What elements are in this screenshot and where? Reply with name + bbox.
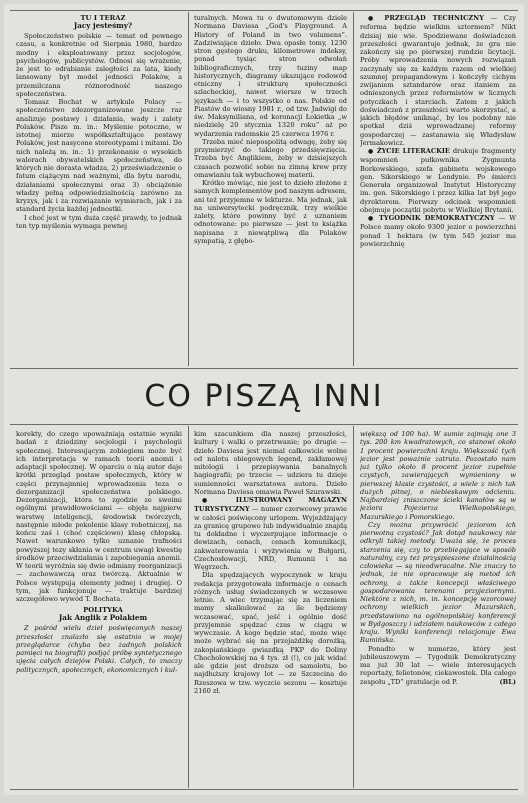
item-heading: ŻYCIE LITERACKIE xyxy=(376,147,450,155)
top-right-divider xyxy=(353,12,354,366)
item-heading: TYGODNIK DEMOKRATYCZNY xyxy=(379,214,495,222)
paragraph: turalnych. Mowa tu o dwutomowym dziele Normana Daviesa „God's Playground. A History of Poland in two volumens”. Zadziwiające dzieło. Dwa opasłe tomy, 1230 stron gęstego druku, kilometrowe indeksy, ponad tysiąc stron odwołań bibliograficznych, trzy tuziny map historycznych, diagramy ukazujące rodowód etniczny i strukturę społeczności szlacheckiej, nawet wiersze w trzech językach — i to wszystko o nas. Polskie od Piastów do wiosny 1981 r., od tzw. Jadwigi do św. Maksymiliana, od koronacji Łokietka „w niedzielę 20 stycznia 1320 roku” aż po wydarzenia radomskie 25 czerwca 1976 r. xyxy=(194,14,347,138)
section-heading: POLITYKA xyxy=(83,606,123,615)
bottom-border xyxy=(10,789,518,790)
paragraph: Społeczeństwo polskie — temat od pewnego czasu, a konkretnie od Sierpnia 1980, bardzo modny i eksploatowany przez socjologów, psychologów, publicystów. Odnosi się wrażenie, że jest to odrabianie zaległości za lata, kiedy lansowany był model jedności Polaków, a przemilczana różnorodność naszego społeczeństwa. xyxy=(16,32,182,98)
paragraph: Krótko mówiąc, nie jest to dzieło złożone z samych komplementów pod naszym adresem, ani też przyjemne w lekturze. Ma jednak, jak na uniwersytecki podręcznik, trzy wielkie zalety, które powinny być z uznaniem odnotowane: po pierwsze — jest to książka napisana z niewątpliwą dla Polaków sympatią, z głębo- xyxy=(194,179,347,245)
top-border xyxy=(10,10,518,11)
paragraph: Tomasz Bochat w artykule Polacy — społeczeństwo zdezorganizowane jeszcze raz analizuje postawy i działania, wady i zalety Polaków. Pisze m. in.: Myślenie potoczne, w istotnej mierze współkształtujące postawy Polaków, jest nasycone stereotypami i mitami. Do nich należą m. in.: 1) przekonanie o wysokich walorach obywatelskich społeczeństwa, do których nie dorasta władza, 2) przeświadczenie o fatum ciążącym nad ważnymi, dla bytu narodu, działaniami społecznymi oraz 3) obciążenie władzy pełną odpowiedzialnością zarówno za kryzys, jak i za rozwiązanie wymiarach, jak i za standard życia każdej jednostki. xyxy=(16,98,182,214)
press-review-item xyxy=(360,214,516,248)
page-title: CO PISZĄ INNI xyxy=(144,379,384,414)
bullet-icon: ● xyxy=(368,215,376,222)
title-bottom-rule xyxy=(10,424,518,425)
press-review-item xyxy=(360,147,516,214)
item-heading: PRZEGLĄD TECHNICZNY xyxy=(384,14,484,22)
item-text: — numer czerwcowy prawie w całości poświęcony urlopom. Wyjeżdżający za granicę grupowo lub indywidualnie znajdą tu dokładne i wyczerpujące informacje o dewizach, cenach, cenach komunikacji, zakwaterowania i wyżywienia w Bułgarii, Czechosłowacji, NRD, Rumunii i na Węgrzech. xyxy=(194,505,347,571)
press-review-item xyxy=(360,14,516,147)
paragraph: korekty, do czego upoważniają ostatnie wyniki badań z dziedziny socjologii i psychologii społecznej. Interesującym zobiegiem może być ich interpretacja w ramach teorii anomii i adaptacji społecznej. W oparciu o nią autor daje krótki przegląd postaw społecznych, który w części przynajmniej wprowadzenia teza o dezorganizacji społeczeństwa polskiego. Dezorganizacji, która to zgodzie ze swoimi ogólnymi prawidłowościami — objęła najpierw warstwę inteligencji, środowisk twórczych, następnie młode pokolenie klasy robotniczej, na końcu zaś i (choć częściowo) klasę chłopską. Nawet warunkowo tylko uznanie trafności powyższej tezy skłania w centrum uwagi kwestię środków przeciwdziałania i zapobiegania anomii. W teorii wyróżnia się dwie odmiany reorganizacji — zachowawczą oraz twórczą. Aktualnie w Polsce występują elementy jednej i drugiej. O tym, jak funkcjonuje — traktuje bardziej szczegółowo wywód T. Bochata. xyxy=(16,430,182,603)
column-bottom-left xyxy=(16,430,182,788)
bullet-icon: ● xyxy=(368,148,374,155)
column-bottom-right xyxy=(360,430,516,788)
item-text: — Czy reforma będzie wielkim sztormem? Nikt dzisiaj nie wie. Spodziewane doświadczeń przeszłości gwarantuje jednak, że gra nie zakończy się po pierwszej rundzie licytacji. Próby wprowadzenia nowych rozwiązań zaczynały się za każdym razem od wielkiej szumnej propagandowym i kończyły cichym zwijaniem sztandarów oraz itaniem za odnieszonych przez reformistów w licznych potyczkach i starciach. Zatem z jakich doświadczeń z przeszłości warto skorzystać, a jakich błędów uniknąć, by los podobny nie spotkał dziś wprowadzanej reformy gospodarczej — zastanawia się Władysław Jermakowicz. xyxy=(360,14,516,147)
column-top-middle xyxy=(194,14,347,366)
column-bottom-middle xyxy=(194,430,347,788)
paragraph: Z pośród wielu dzieł poświęconych naszej przeszłości znalazło się ostatnio w mojej przeglądarce (chyba bez żadnych polskich pamięci na biografii) podjąć próbę syntetycznego ujęcia całych dziejów Polski. Całych, to znaczy politycznych, społecznych, ekonomicznych i kul- xyxy=(16,624,182,674)
item-heading: ILUSTROWANY MAGAZYN TURYSTYCZNY xyxy=(194,496,347,514)
paragraph: Czy można przywrócić jeziorom ich pierwotną czystość? Jak dotąd naukowcy nie odkryli takiej metody. Uważa się, że proces starzenia się, czy to przebiegające w sposób naturalny, czy też przyspieszone działalnością człowieka — są nieodwracalne. Nie znaczy to jednak, że nie opracowuje się metod ich ochrony, a także koncepcji właściwego gospodarowania terenami przyjeziornymi. Niektóre z nich, m. in. koncepcję wzorcowej ochrony wielkich jezior Mazurskich, przedstawiono na ogólnopolskiej konferencji w Bydgoszczy i udziałem naukowców z całego kraju. Wyniki konferencji relacjonuje Ewa Rumińska. xyxy=(360,520,516,645)
column-top-left xyxy=(16,14,182,366)
paragraph: większą od 100 ha). W sumie zajmują one 3 tys. 200 km kwadratowych, co stanowi około 1 procent powierzchni kraju. Większość tych jezior jest poważnie zatruta. Pozostało nam już tylko około 8 procent jezior zupełnie czystych, zawierających wymieniony w pierwszej klasie czystości, a wiele z nich tak dużych pitnej, o niebieskawym odcieniu. Najbardziej zniszczone ścieki kanałów są w jeziora Pojezierza Wielkopolskiego, Mazurskiego i Pomorskiego. xyxy=(360,430,516,521)
paragraph xyxy=(360,645,516,686)
bottom-right-divider xyxy=(353,426,354,788)
newspaper-page xyxy=(4,4,524,795)
paragraph: kim szacunkiem dla naszej przeszłości, kultury i walki o przetrwanie; po drugie — dzieło Daviesa jest niemal całkowicie wolne od nalotu obiegowych legend, zakłamowej mitologii i przepisywania banalnych hagiografii; po trzecie — udziera tu dzieje sumienności warsztatowa autora. Dzieło Normana Daviesa omawia Paweł Szurawski. xyxy=(194,430,347,496)
item-text: — W Polsce mamy około 9300 jezior o powierzchni ponad 1 hektara (w tym 545 jezior ma powierzchnię xyxy=(360,214,516,248)
section-subheading: Jacy jesteśmy? xyxy=(73,21,133,30)
paragraph: Dla spędzających wypoczynek w kraju redakcja przygotowała informacje o cenach różnych usług świadczonych w wczasowe letnie. A wiec trzymając się za liczeniem mamy skalkulować za ile będziemy wczasować, spać, jeść i ogólnie dość przyjemnie spędzać czas w ciągu w wywczasie. A kogo będzie stać, może więc może wybrać się na przejażdżkę dorożką, zakopiańskiego gwiazdką PKP do Doliny Chocholowskiej na 4 tys. zł (!), co jak widać ale gdzie jest droższe od samolotu, bo najdłuższy krajowy lot — ze Szczecina do Rzeszowa w tzw. wyczcie sezonu — kosztuje 2160 zł. xyxy=(194,571,347,695)
bottom-left-divider xyxy=(188,426,189,788)
paragraph-text: Ponadto w numerze, który jest jubileuszowym — Tygodnik Demokratyczny ma już 30 lat — wiele interesujących reportaży, felietonów, ciekawostek. Dla całego zespołu „TD” gratulacje od P. xyxy=(360,644,516,686)
section-heading: TU I TERAZ xyxy=(80,14,126,22)
item-text: drukuje fragmenty wspomnień pułkownika Zygmunta Borkowskiego, szefa gabinetu wojskowego gen. Sikorskiego w Londynie. Po śmierci Generała organizował Instytut Historyczny im. gen. Sikorskiego i przez kilka lat był jego dyrektorem. Pierwszy odcinek wspomnień obejmuje początki pobytu w Wielkiej Brytanii. xyxy=(360,147,516,214)
title-top-rule xyxy=(10,368,518,369)
paragraph: I choć jest w tym duża część prawdy, to jednak ten typ myślenia wymaga pewnej xyxy=(16,213,182,230)
paragraph: Trzeba mieć niepospolitą odwagę, żeby się przymierzyć do takiego przedsięwzięcia. Trzeba być Anglikiem, żeby w dzisiejszych czasach pozwolić sobie na zimną krew przy omawianiu tak wybuchowej materii. xyxy=(194,137,347,179)
section-subheading: Jak Anglik z Polakiem xyxy=(58,613,148,623)
top-left-divider xyxy=(188,12,189,366)
bullet-icon: ● xyxy=(202,497,221,504)
press-review-item xyxy=(194,496,347,571)
column-top-right xyxy=(360,14,516,366)
bullet-icon: ● xyxy=(368,15,378,22)
signature: (BL) xyxy=(499,677,516,686)
